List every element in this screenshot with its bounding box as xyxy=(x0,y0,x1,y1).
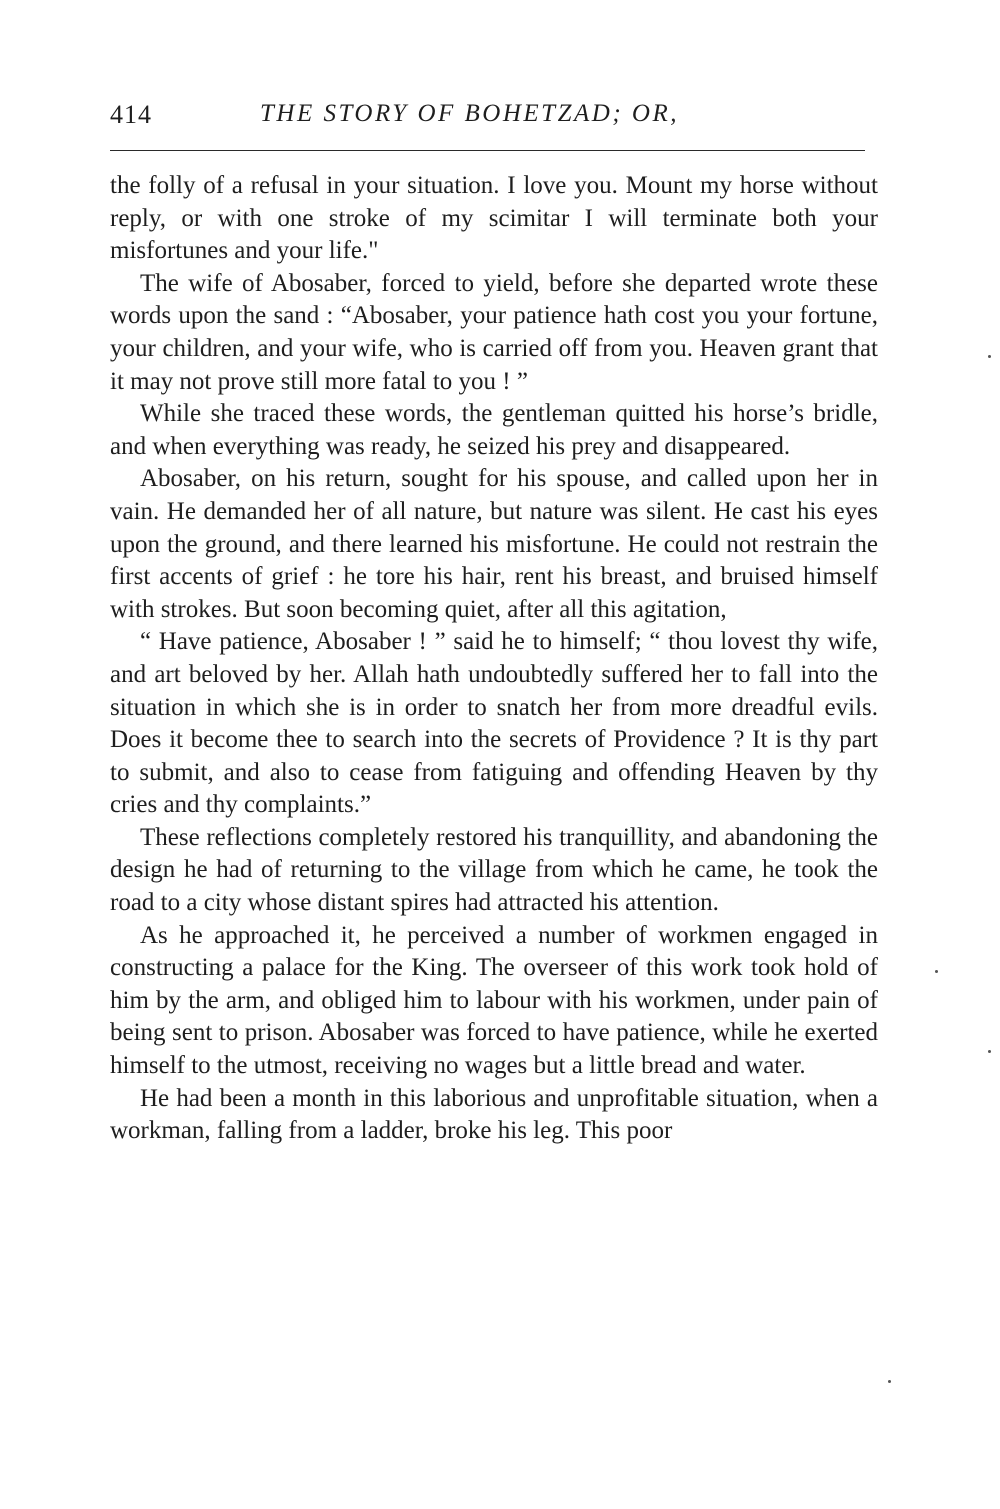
scan-speck xyxy=(988,355,991,358)
paragraph: These reflections completely restored his tranquillity, and abandoning the design he had of returning to the village from which he came, he took the road to a city whose distant spires had attracted his attention. xyxy=(110,823,878,917)
paragraph: The wife of Abosaber, forced to yield, before she departed wrote these words upon the sand : “Abosaber, your patience hath cost you your fortune, your children, and your wife, who is carried off from you. Heaven grant that it may not prove still more fatal to you ! ” xyxy=(110,269,878,395)
paragraph: While she traced these words, the gentleman quitted his horse’s bridle, and when everything was ready, he seized his prey and disappeared. xyxy=(110,400,878,460)
page-header xyxy=(110,100,870,140)
scan-speck xyxy=(988,1050,991,1053)
paragraph: the folly of a refusal in your situation. I love you. Mount my horse without reply, or with one stroke of my scimitar I will terminate both your misfortunes and your life." xyxy=(110,172,878,265)
scan-speck xyxy=(935,970,938,973)
paragraph: “ Have patience, Abosaber ! ” said he to himself; “ thou lovest thy wife, and art beloved by her. Allah hath undoubtedly suffered her to fall into the situation in which she is in order to snatch her from more dreadful evils. Does it become thee to search into the secrets of Providence ? It is thy part to submit, and also to cease from fatiguing and offending Heaven by thy cries and thy complaints.” xyxy=(110,628,878,819)
scan-speck xyxy=(888,1380,891,1383)
paragraph: Abosaber, on his return, sought for his spouse, and called upon her in vain. He demanded her of all nature, but nature was silent. He cast his eyes upon the ground, and there learned his misfortune. He could not restrain the first accents of grief : he tore his hair, rent his breast, and bruised himself with strokes. But soon becoming quiet, after all this agitation, xyxy=(110,465,878,623)
header-rule xyxy=(110,150,865,151)
body-text xyxy=(110,170,878,1148)
page-number: 414 xyxy=(110,100,152,129)
running-title: THE STORY OF BOHETZAD; OR, xyxy=(260,100,679,127)
paragraph: As he approached it, he perceived a number of workmen engaged in constructing a palace for the King. The overseer of this work took hold of him by the arm, and obliged him to labour with his workmen, under pain of being sent to prison. Abosaber was forced to have patience, while he exerted himself to the utmost, receiving no wages but a little bread and water. xyxy=(110,921,878,1080)
paragraph: He had been a month in this laborious and unprofitable situation, when a workman, falling from a ladder, broke his leg. This poor xyxy=(110,1084,878,1145)
